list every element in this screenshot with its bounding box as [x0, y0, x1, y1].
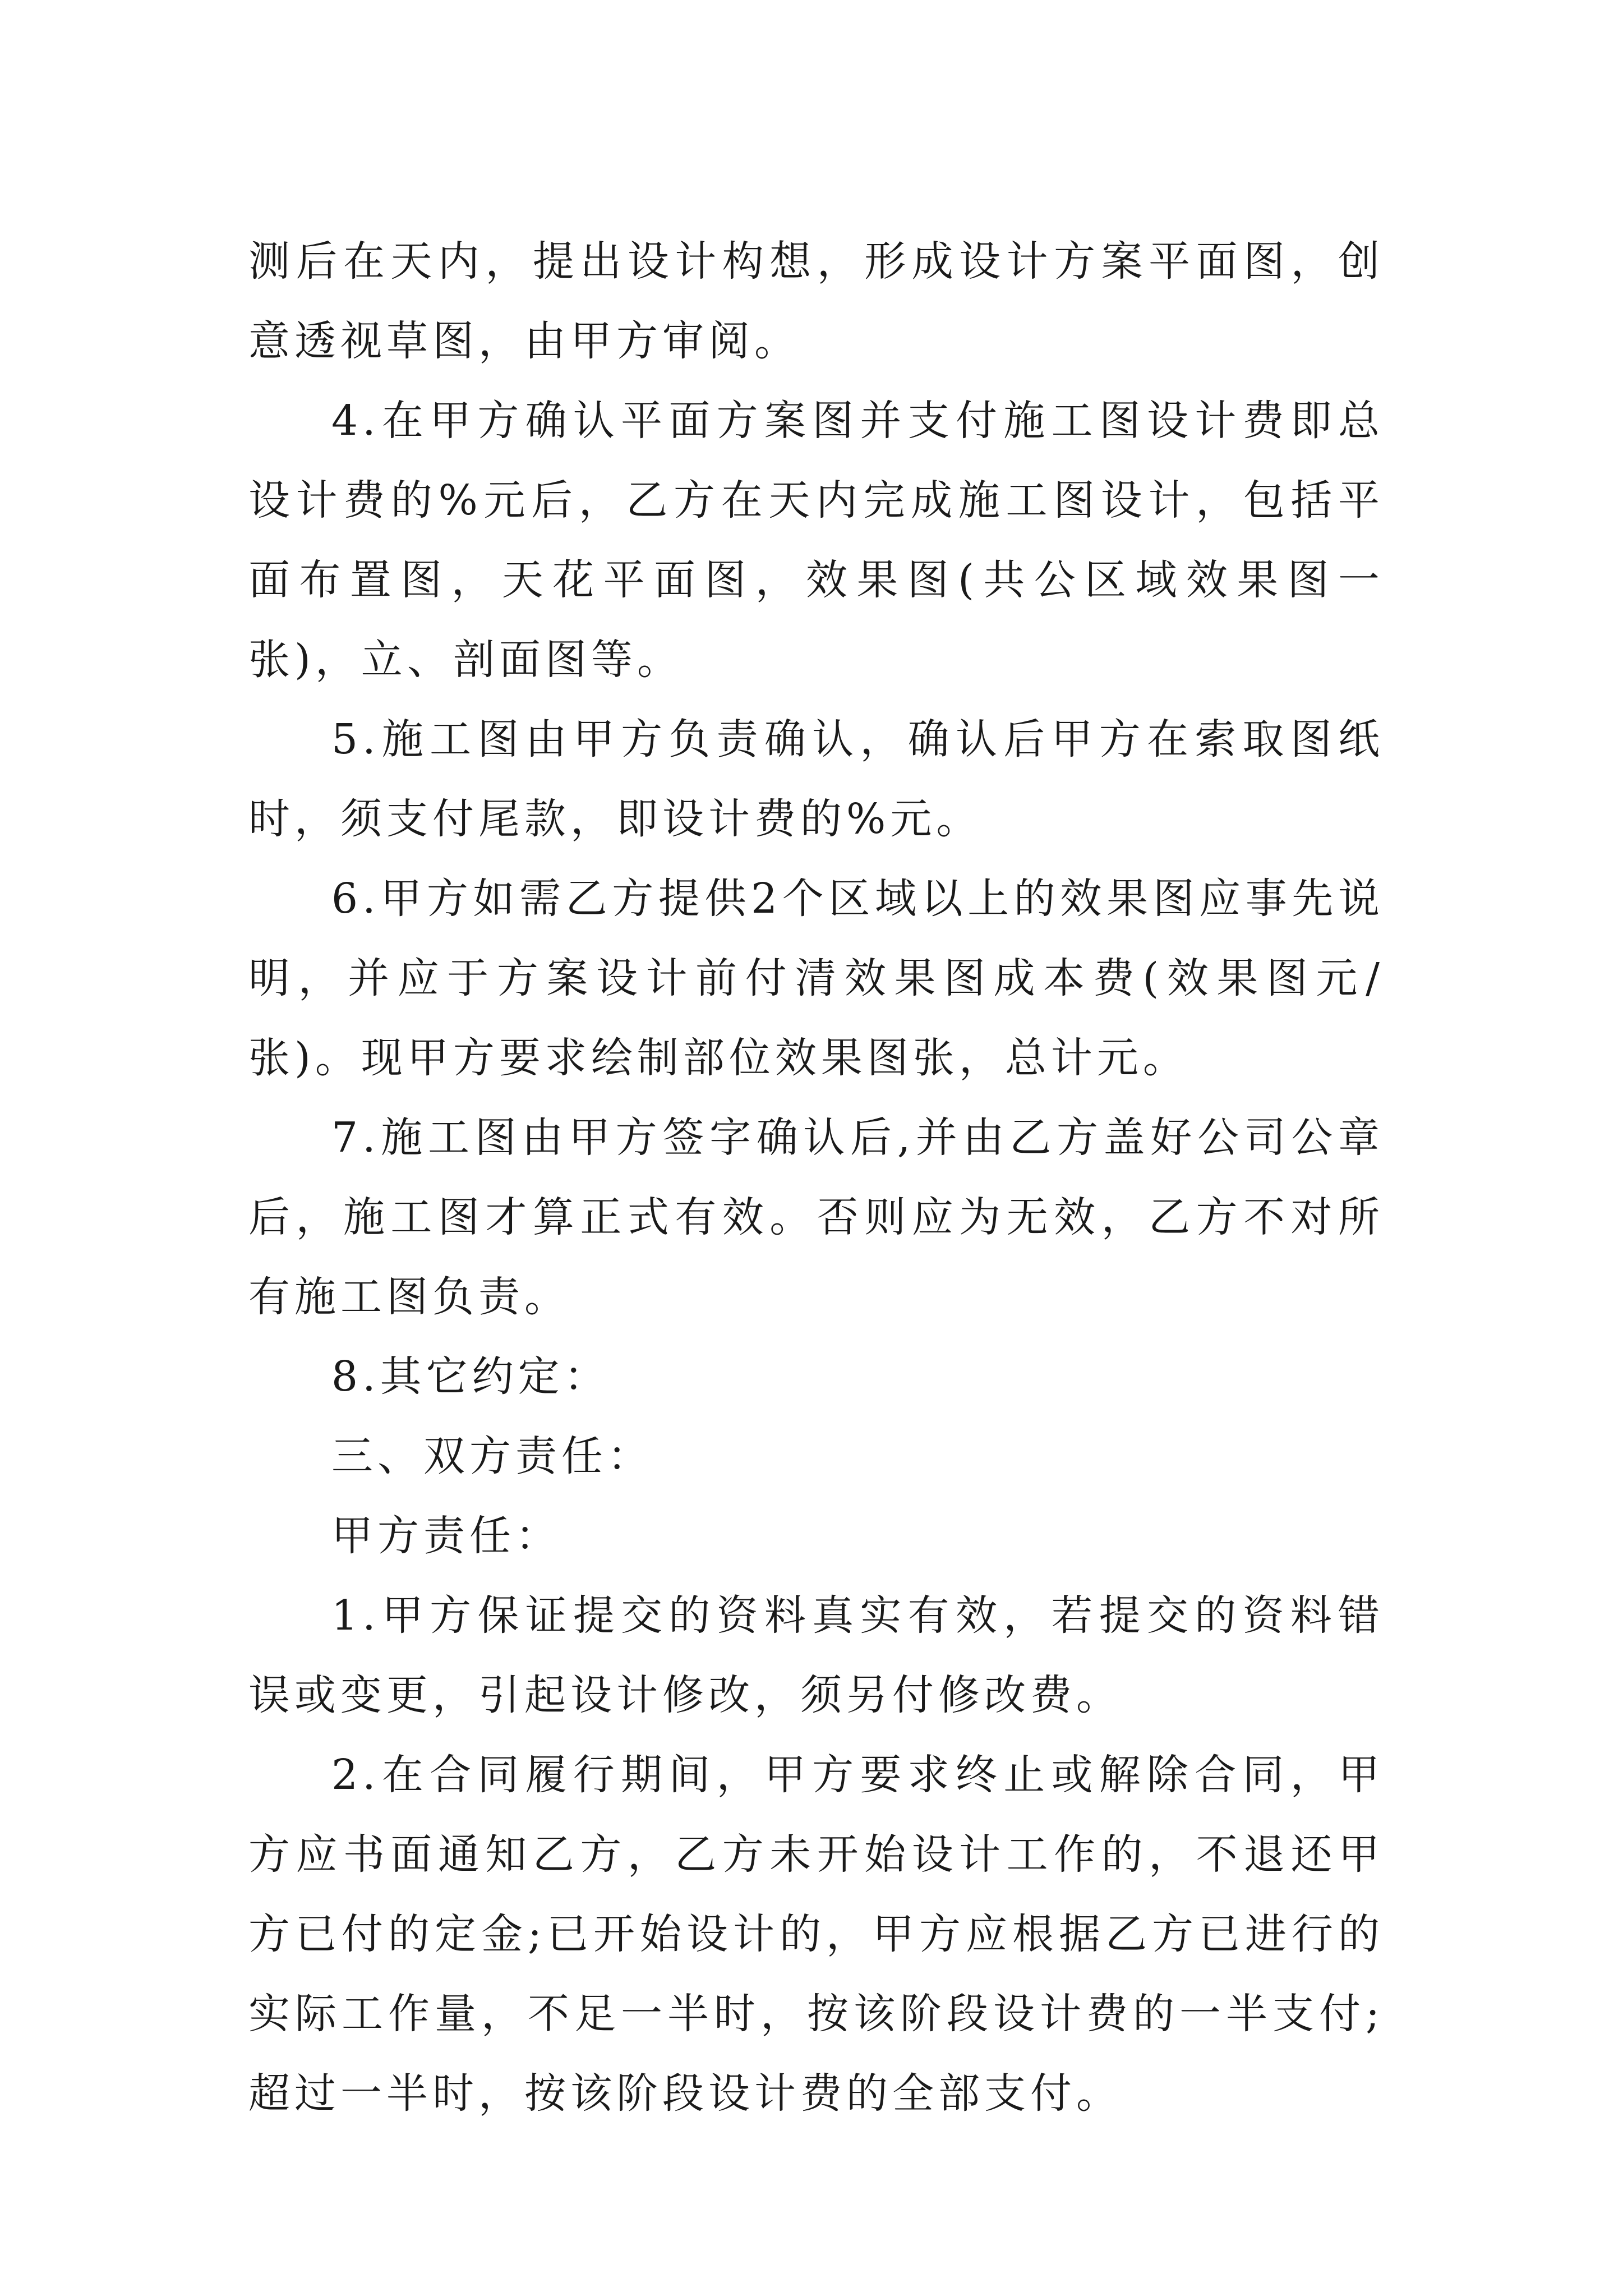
paragraph-item-4: 4.在甲方确认平面方案图并支付施工图设计费即总设计费的%元后，乙方在天内完成施工图设计，包括平面布置图，天花平面图，效果图(共公区域效果图一张)，立、剖面图等。	[248, 397, 1384, 684]
paragraph-party-a-1: 1.甲方保证提交的资料真实有效，若提交的资料错误或变更，引起设计修改，须另付修改费。	[248, 1591, 1384, 1719]
subheading-party-a: 甲方责任：	[331, 1512, 561, 1560]
paragraph-item-8: 8.其它约定：	[331, 1352, 610, 1401]
section-heading-responsibilities: 三、双方责任：	[331, 1432, 653, 1480]
document-body	[248, 222, 1384, 2133]
paragraph-continuation: 测后在天内，提出设计构想，形成设计方案平面图，创意透视草图，由甲方审阅。	[248, 237, 1384, 365]
paragraph-item-6: 6.甲方如需乙方提供2个区域以上的效果图应事先说明，并应于方案设计前付清效果图成本费(效果图元/张)。现甲方要求绘制部位效果图张，总计元。	[248, 875, 1384, 1082]
paragraph-party-a-2: 2.在合同履行期间，甲方要求终止或解除合同，甲方应书面通知乙方，乙方未开始设计工作的，不退还甲方已付的定金;已开始设计的，甲方应根据乙方已进行的实际工作量，不足一半时，按该阶段设计费的一半支付;超过一半时，按该阶段设计费的全部支付。	[248, 1751, 1384, 2118]
paragraph-item-5: 5.施工图由甲方负责确认，确认后甲方在索取图纸时，须支付尾款，即设计费的%元。	[248, 715, 1384, 843]
paragraph-item-7: 7.施工图由甲方签字确认后,并由乙方盖好公司公章后，施工图才算正式有效。否则应为无效，乙方不对所有施工图负责。	[248, 1114, 1384, 1321]
